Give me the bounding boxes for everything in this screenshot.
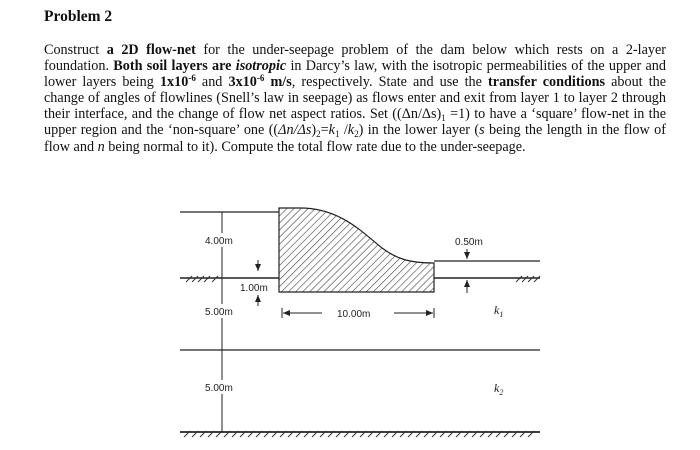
k1-label: $k_1$ [494,303,504,319]
problem-title: Problem 2 [44,8,113,25]
dam-body [279,208,434,292]
layer1-thickness-dimension: 5.00m [205,307,233,318]
dam-base-width-dimension: 10.00m [337,309,371,320]
upstream-head-dimension: 4.00m [205,236,233,247]
ground-hatch-left [186,276,218,282]
ground-hatch-right [516,276,540,282]
dam-embedment-dimension: 1.00m [240,283,268,294]
k2-label: $k_2$ [494,381,504,397]
problem-statement: Construct a 2D flow-net for the under-seepage problem of the dam below which rests on a 2-layer foundation. Both soil layers are isotropic in Darcy’s law, with the isotropic permeabilities of the upper and lower layers being $1x10^{-6}$ and $3x10^{-6}$ m/s, respectively. State and use the transfer conditions about the change of angles of flowlines (Snell’s law in seepage) as flows enter and exit from layer 1 to layer 2 through their interface, and the change of flow net aspect ratios. Set $((\Delta n/\Delta s)_1 =1)$ to have a ‘square’ flow-net in the upper region and the ‘non-square’ one ($(\Delta n/\Delta s)_2=k_1$ $/k_2$) in the lower layer (s being the length in the flow of flow and n being normal to it). Compute the total flow rate due to the under-seepage. [44,42,667,155]
layer2-thickness-dimension: 5.00m [205,383,233,394]
downstream-head-dimension: 0.50m [455,237,483,248]
